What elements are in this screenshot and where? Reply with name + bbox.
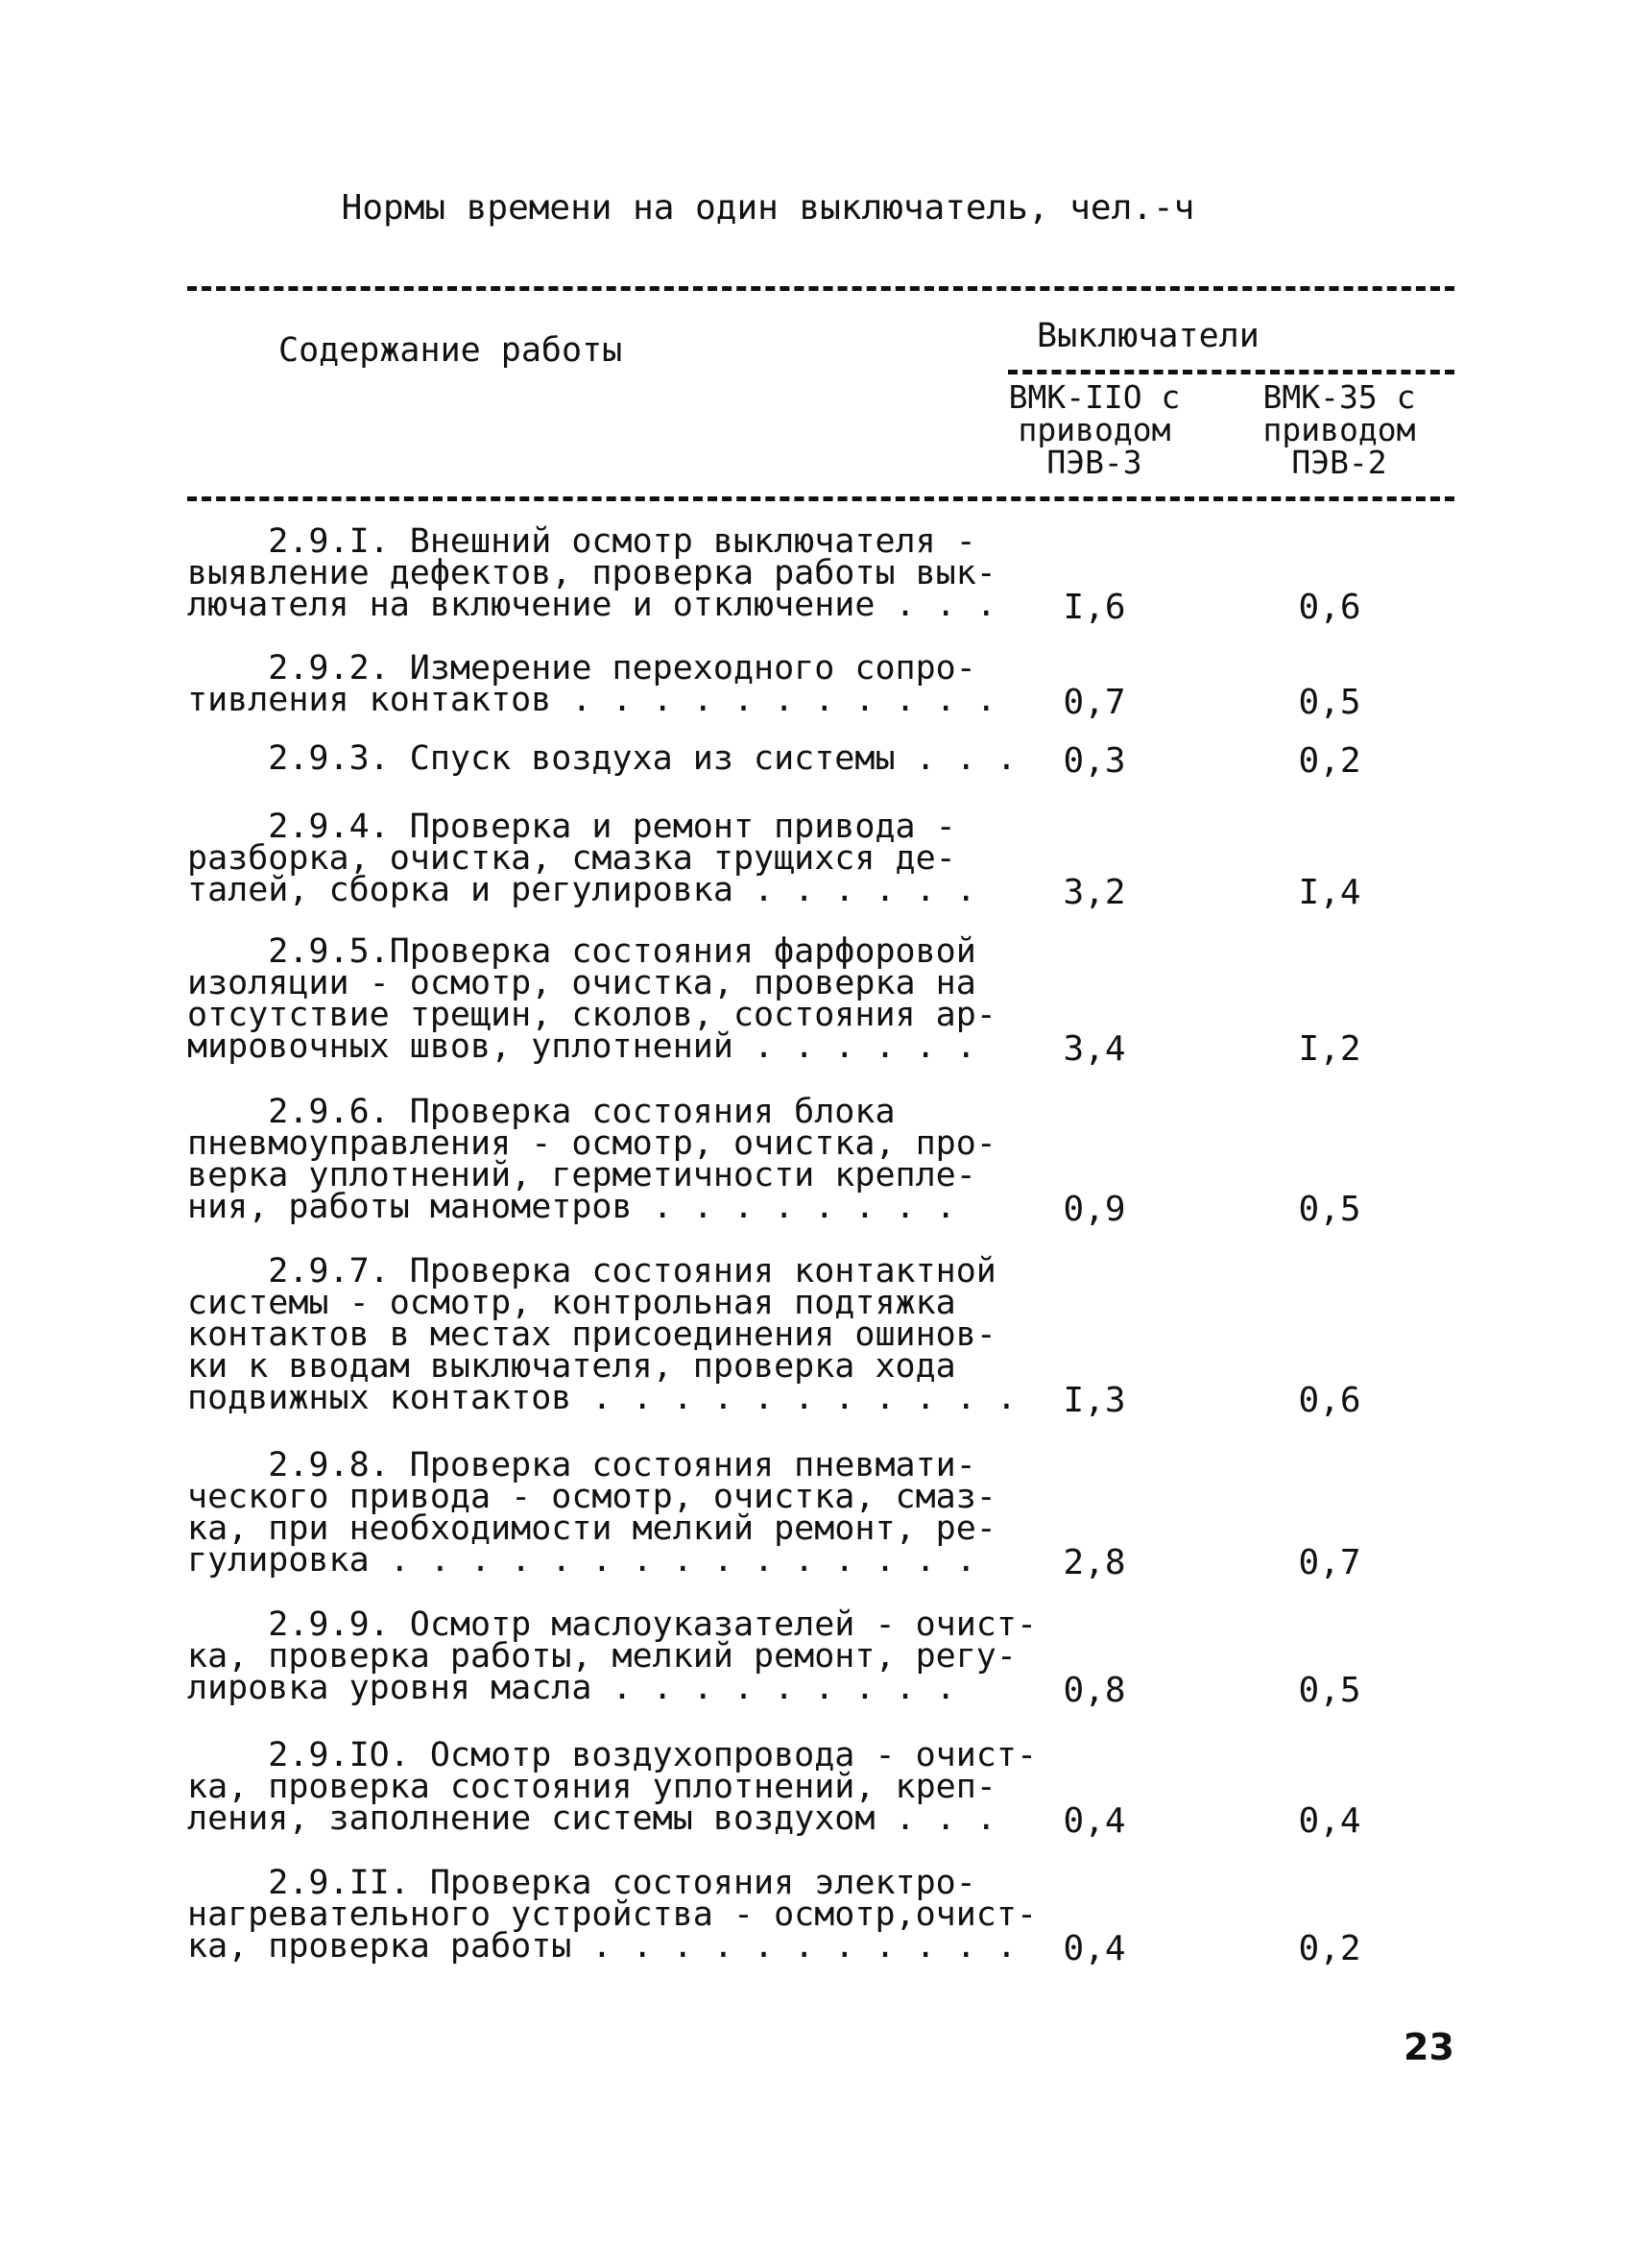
description-line: ка, проверка работы, мелкий ремонт, регу- [187, 1637, 1017, 1676]
column-header-line: ВМК-IIO с [1008, 378, 1181, 416]
switches-group-header: Выключатели [1037, 317, 1260, 355]
value-vmk-35: 0,6 [1298, 1381, 1361, 1420]
column-header-vmk-110 [1003, 378, 1186, 481]
description-line: подвижных контактов . . . . . . . . . . . [187, 1379, 1017, 1417]
value-vmk-110: 0,4 [1063, 1929, 1126, 1968]
value-vmk-35: 0,5 [1298, 1671, 1361, 1710]
table-top-divider [187, 286, 1454, 291]
value-vmk-110: I,6 [1063, 588, 1126, 627]
description-line: 2.9.3. Спуск воздуха из системы . . . [187, 739, 1017, 778]
description-line: ния, работы манометров . . . . . . . . [187, 1188, 956, 1226]
description-line: талей, сборка и регулировка . . . . . . [187, 871, 976, 909]
work-content-header: Содержание работы [278, 331, 623, 370]
description-line: ческого привода - осмотр, очистка, смаз- [187, 1478, 996, 1516]
value-vmk-110: 0,3 [1063, 741, 1126, 781]
description-line: ления, заполнение системы воздухом . . . [187, 1799, 996, 1838]
description-line: контактов в местах присоединения ошинов- [187, 1315, 996, 1354]
value-vmk-35: I,2 [1298, 1029, 1361, 1069]
description-line: гулировка . . . . . . . . . . . . . . . [187, 1541, 976, 1580]
table-header-divider [187, 496, 1454, 501]
description-line: 2.9.7. Проверка состояния контактной [187, 1252, 996, 1291]
description-line: тивления контактов . . . . . . . . . . . [187, 681, 996, 719]
value-vmk-110: 0,7 [1063, 683, 1126, 722]
description-line: разборка, очистка, смазка трущихся де- [187, 839, 956, 878]
description-line: 2.9.IO. Осмотр воздухопровода - очист- [187, 1736, 1038, 1774]
value-vmk-110: 3,2 [1063, 873, 1126, 912]
value-vmk-35: 0,4 [1298, 1801, 1361, 1841]
description-line: выявление дефектов, проверка работы вык- [187, 554, 996, 592]
value-vmk-35: 0,6 [1298, 588, 1361, 627]
work-description [187, 1864, 1038, 1966]
description-line: верка уплотнений, герметичности крепле- [187, 1156, 976, 1194]
value-vmk-35: 0,2 [1298, 1929, 1361, 1968]
description-line: ка, проверка работы . . . . . . . . . . . [187, 1927, 1017, 1966]
description-line: лировка уровня масла . . . . . . . . . [187, 1669, 956, 1707]
description-line: 2.9.6. Проверка состояния блока [187, 1093, 896, 1131]
work-description [187, 1252, 1017, 1417]
column-header-line: ПЭВ-3 [1046, 444, 1142, 481]
value-vmk-110: 2,8 [1063, 1543, 1126, 1582]
work-description [187, 1736, 1038, 1838]
description-line: системы - осмотр, контрольная подтяжка [187, 1284, 956, 1322]
value-vmk-35: I,4 [1298, 873, 1361, 912]
value-vmk-35: 0,5 [1298, 683, 1361, 722]
value-vmk-110: I,3 [1063, 1381, 1126, 1420]
description-line: пневмоуправления - осмотр, очистка, про- [187, 1124, 996, 1163]
value-vmk-110: 0,9 [1063, 1190, 1126, 1229]
description-line: ки к вводам выключателя, проверка хода [187, 1347, 956, 1386]
description-line: ка, при необходимости мелкий ремонт, ре- [187, 1509, 996, 1548]
page-title: Нормы времени на один выключатель, чел.-ч [341, 188, 1195, 228]
value-vmk-35: 0,2 [1298, 741, 1361, 781]
page-number: 23 [1404, 2026, 1454, 2068]
description-line: 2.9.5.Проверка состояния фарфоровой [187, 932, 976, 971]
column-header-vmk-35 [1248, 378, 1430, 481]
work-description [187, 1605, 1038, 1707]
value-vmk-35: 0,5 [1298, 1190, 1361, 1229]
column-header-line: приводом [1262, 411, 1416, 448]
description-line: 2.9.II. Проверка состояния электро- [187, 1864, 976, 1902]
group-header-divider [1008, 370, 1454, 374]
value-vmk-110: 0,4 [1063, 1801, 1126, 1841]
value-vmk-110: 3,4 [1063, 1029, 1126, 1069]
work-description [187, 522, 1003, 624]
value-vmk-35: 0,7 [1298, 1543, 1361, 1582]
work-description [187, 1446, 1003, 1580]
column-header-line: ВМК-35 с [1262, 378, 1416, 416]
description-line: мировочных швов, уплотнений . . . . . . [187, 1027, 976, 1066]
description-line: лючателя на включение и отключение . . . [187, 586, 996, 624]
work-description [187, 649, 1003, 719]
description-line: отсутствие трещин, сколов, состояния ар- [187, 996, 996, 1034]
value-vmk-110: 0,8 [1063, 1671, 1126, 1710]
description-line: 2.9.8. Проверка состояния пневмати- [187, 1446, 976, 1484]
column-header-line: приводом [1018, 411, 1171, 448]
work-description [187, 808, 1003, 909]
work-description [187, 1093, 1003, 1226]
description-line: 2.9.I. Внешний осмотр выключателя - [187, 522, 976, 561]
description-line: 2.9.4. Проверка и ремонт привода - [187, 808, 956, 846]
column-header-line: ПЭВ-2 [1291, 444, 1387, 481]
description-line: 2.9.9. Осмотр маслоуказателей - очист- [187, 1605, 1038, 1644]
work-description [187, 739, 1017, 778]
work-description [187, 932, 1003, 1066]
description-line: нагревательного устройства - осмотр,очист- [187, 1895, 1038, 1934]
description-line: ка, проверка состояния уплотнений, креп- [187, 1768, 996, 1806]
description-line: изоляции - осмотр, очистка, проверка на [187, 964, 976, 1002]
description-line: 2.9.2. Измерение переходного сопро- [187, 649, 976, 688]
